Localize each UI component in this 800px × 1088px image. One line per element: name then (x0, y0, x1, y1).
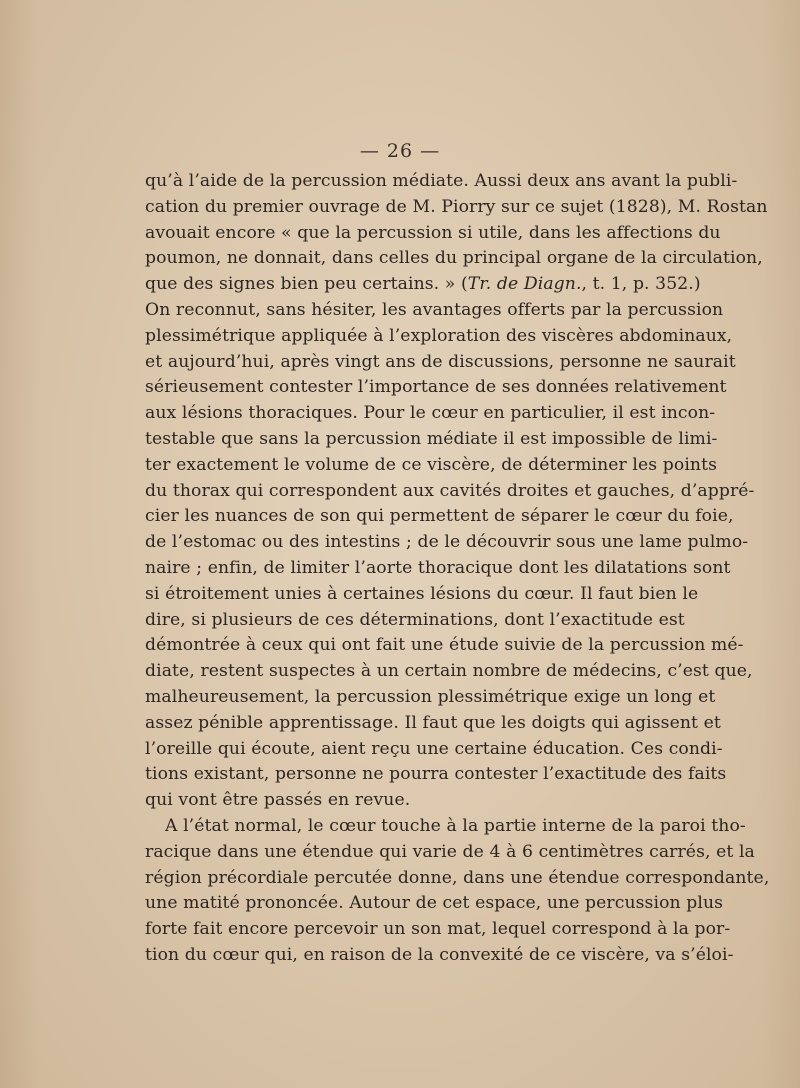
text-line: forte fait encore percevoir un son mat, lequel correspond à la por- (145, 919, 731, 940)
text-line: si étroitement unies à certaines lésions du cœur. Il faut bien le (145, 583, 699, 604)
text-line: diate, restent suspectes à un certain nombre de médecins, c’est que, (145, 661, 753, 682)
text-line: testable que sans la percussion médiate il est impossible de limi- (145, 428, 718, 449)
text-line-paragraph-end: qui vont être passés en revue. (145, 790, 411, 811)
text-line: racique dans une étendue qui varie de 4 à 6 centimètres carrés, et la (145, 841, 755, 862)
text-line: démontrée à ceux qui ont fait une étude suivie de la percussion mé- (145, 635, 744, 656)
text-line: tions existant, personne ne pourra contester l’exactitude des faits (145, 764, 727, 785)
text-line-citation: que des signes bien peu certains. » (Tr. de Diagn., t. 1, p. 352.) (145, 274, 701, 295)
text-line-paragraph-start: A l’état normal, le cœur touche à la partie interne de la paroi tho- (165, 815, 746, 836)
text-line: plessimétrique appliquée à l’exploration des viscères abdominaux, (145, 325, 733, 346)
text-line: dire, si plusieurs de ces déterminations, dont l’exactitude est (145, 609, 685, 630)
text-line: du thorax qui correspondent aux cavités droites et gauches, d’appré- (145, 480, 755, 501)
text-line: l’oreille qui écoute, aient reçu une certaine éducation. Ces condi- (145, 738, 723, 759)
text-line: cation du premier ouvrage de M. Piorry sur ce sujet (1828), M. Rostan (145, 196, 768, 217)
text-line: une matité prononcée. Autour de cet espace, une percussion plus (145, 893, 724, 914)
text-line: sérieusement contester l’importance de ses données relativement (145, 377, 727, 398)
text-line: région précordiale percutée donne, dans une étendue correspondante, (145, 867, 770, 888)
text-line: de l’estomac ou des intestins ; de le découvrir sous une lame pulmo- (145, 532, 749, 553)
page-number: — 26 — (359, 140, 441, 162)
text-line: assez pénible apprentissage. Il faut que les doigts qui agissent et (145, 712, 721, 733)
book-title-italic: Tr. de Diagn. (467, 274, 582, 295)
text-line: aux lésions thoraciques. Pour le cœur en particulier, il est incon- (145, 403, 716, 424)
text-line: naire ; enfin, de limiter l’aorte thoracique dont les dilatations sont (145, 557, 731, 578)
text-line: tion du cœur qui, en raison de la convexité de ce viscère, va s’éloi- (145, 944, 734, 965)
text-line: avouait encore « que la percussion si utile, dans les affections du (145, 222, 721, 243)
text-line: ter exactement le volume de ce viscère, de déterminer les points (145, 454, 718, 475)
text-line: qu’à l’aide de la percussion médiate. Aussi deux ans avant la publi- (145, 171, 738, 191)
text-line: et aujourd’hui, après vingt ans de discussions, personne ne saurait (145, 351, 736, 372)
text-line: cier les nuances de son qui permettent de séparer le cœur du foie, (145, 506, 734, 527)
text-line: malheureusement, la percussion plessimétrique exige un long et (145, 686, 716, 707)
text-line: On reconnut, sans hésiter, les avantages offerts par la percussion (145, 299, 724, 320)
body-text (145, 169, 770, 969)
text-line: poumon, ne donnait, dans celles du principal organe de la circulation, (145, 248, 763, 269)
